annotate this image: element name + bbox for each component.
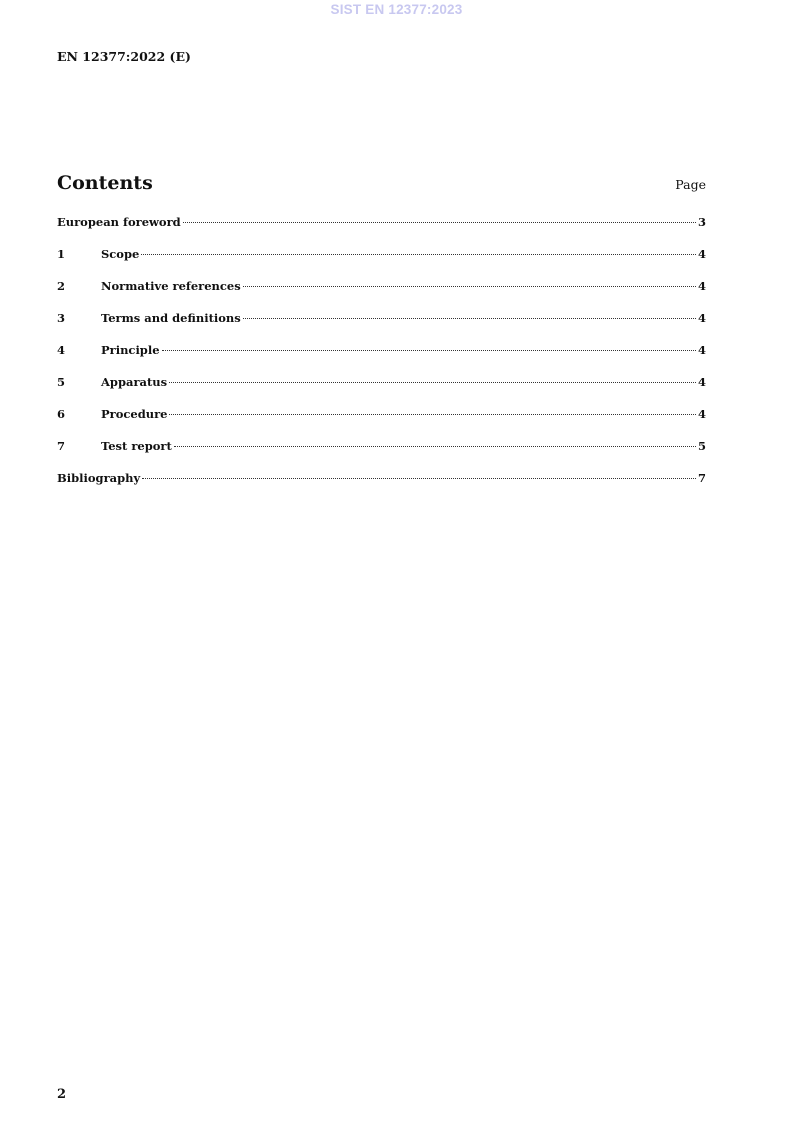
- toc-entry-number: 4: [57, 343, 66, 357]
- toc-entry-title: Test report: [101, 439, 172, 453]
- toc-entry-principle[interactable]: [57, 343, 706, 375]
- watermark: SIST EN 12377:2023: [330, 2, 463, 17]
- toc-entry-bibliography[interactable]: [57, 471, 706, 503]
- toc-entry-number: 6: [57, 407, 66, 421]
- toc-entry-scope[interactable]: [57, 247, 706, 279]
- page-column-label: Page: [675, 177, 706, 192]
- contents-heading: Contents: [57, 172, 153, 194]
- toc-entry-number: 7: [57, 439, 66, 453]
- toc-entry-page: 4: [697, 247, 706, 261]
- toc-entry-page: 4: [697, 343, 706, 357]
- toc-entry-page: 4: [697, 279, 706, 293]
- toc-entry-page: 3: [697, 215, 706, 229]
- toc-entry-procedure[interactable]: [57, 407, 706, 439]
- toc-entry-page: 5: [697, 439, 706, 453]
- toc-leader-dots: [183, 222, 696, 223]
- toc-entry-normative-references[interactable]: [57, 279, 706, 311]
- toc-entry-title: Apparatus: [101, 375, 168, 389]
- toc-leader-dots: [169, 382, 696, 383]
- document-id: EN 12377:2022 (E): [57, 49, 191, 64]
- toc-entry-number: 1: [57, 247, 66, 261]
- page-number: 2: [57, 1087, 67, 1102]
- toc-entry-number: 5: [57, 375, 66, 389]
- toc-entry-title: Bibliography: [57, 471, 141, 485]
- toc-entry-title: European foreword: [57, 215, 181, 229]
- toc-entry-test-report[interactable]: [57, 439, 706, 471]
- toc-leader-dots: [174, 446, 696, 447]
- toc-leader-dots: [169, 414, 696, 415]
- table-of-contents: [57, 215, 706, 503]
- toc-leader-dots: [243, 286, 696, 287]
- toc-entry-apparatus[interactable]: [57, 375, 706, 407]
- toc-leader-dots: [243, 318, 696, 319]
- toc-entry-page: 4: [697, 311, 706, 325]
- toc-entry-european-foreword[interactable]: [57, 215, 706, 247]
- toc-entry-number: 3: [57, 311, 66, 325]
- toc-entry-number: 2: [57, 279, 66, 293]
- toc-leader-dots: [141, 254, 696, 255]
- toc-entry-title: Normative references: [101, 279, 241, 293]
- toc-entry-terms-and-definitions[interactable]: [57, 311, 706, 343]
- toc-entry-title: Terms and definitions: [101, 311, 241, 325]
- toc-entry-title: Scope: [101, 247, 140, 261]
- toc-leader-dots: [142, 478, 696, 479]
- toc-entry-title: Principle: [101, 343, 160, 357]
- toc-entry-page: 4: [697, 375, 706, 389]
- toc-leader-dots: [162, 350, 696, 351]
- toc-entry-page: 7: [697, 471, 706, 485]
- toc-entry-page: 4: [697, 407, 706, 421]
- toc-entry-title: Procedure: [101, 407, 168, 421]
